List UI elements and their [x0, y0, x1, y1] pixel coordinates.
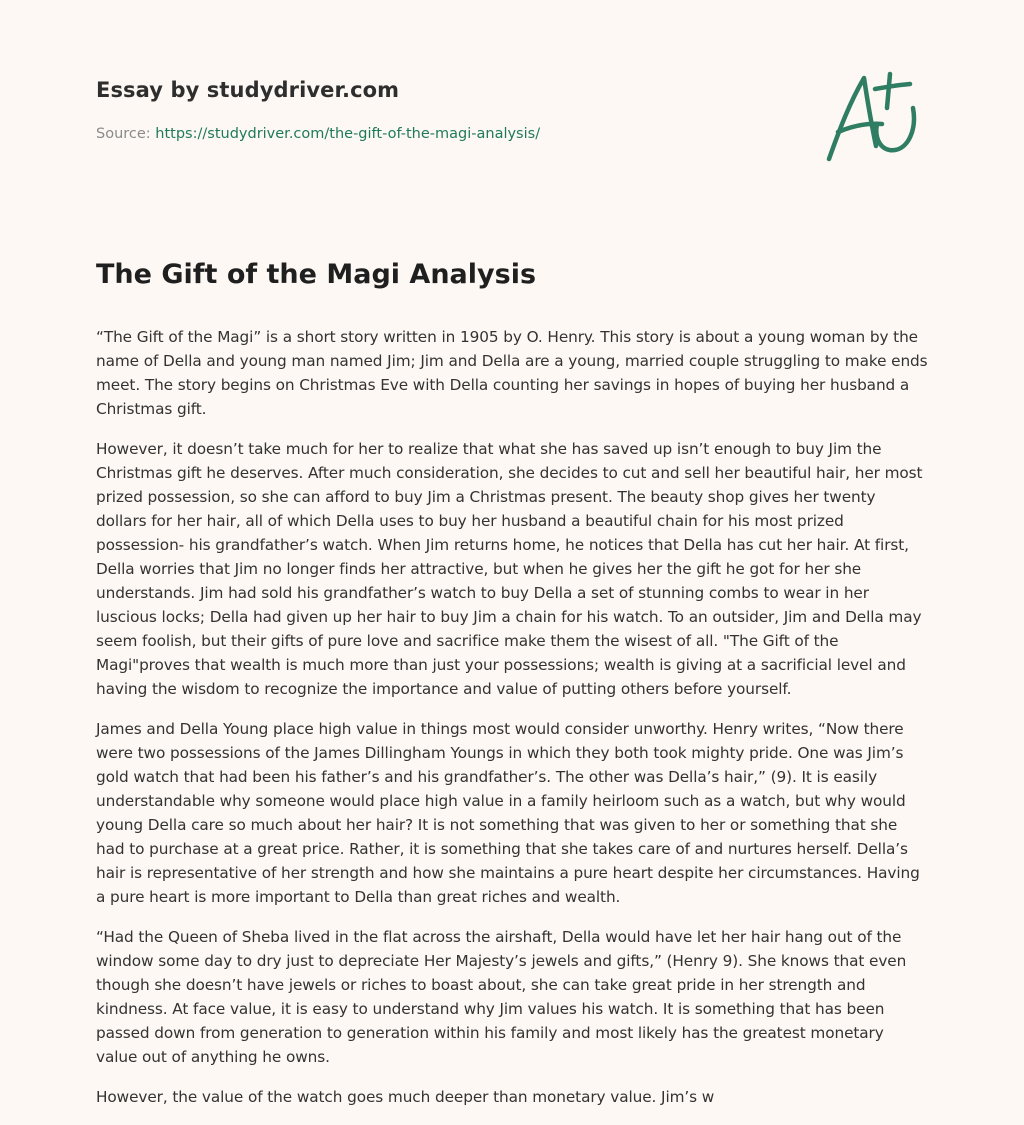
- essay-paragraph-4: “Had the Queen of Sheba lived in the flat across the airshaft, Della would have let her hair hang out of the window some day to dry just to depreciate Her Majesty’s jewels and gifts,” (Henry 9). She knows that even though she doesn’t have jewels or riches to boast about, she can take great pride in her strength and kindness. At face value, it is easy to understand why Jim values his watch. It is something that has been passed down from generation to generation within his family and most likely has the greatest monetary value out of anything he owns.: [96, 928, 907, 1066]
- essay-paragraph-1: “The Gift of the Magi” is a short story written in 1905 by O. Henry. This story is about a young woman by the name of Della and young man named Jim; Jim and Della are a young, married couple struggling to make ends meet. The story begins on Christmas Eve with Della counting her savings in hopes of buying her husband a Christmas gift.: [96, 328, 928, 418]
- logo-swoosh: [876, 108, 914, 150]
- a-plus-logo-icon: [820, 66, 930, 166]
- essay-content: [96, 250, 928, 1125]
- logo-plus-horizontal: [875, 84, 910, 89]
- essay-header: [96, 76, 736, 144]
- essay-paragraph-3: James and Della Young place high value in things most would consider unworthy. Henry writes, “Now there were two possessions of the James Dillingham Youngs in which they both took mighty pride. One was Jim’s gold watch that had been his father’s and his grandfather’s. The other was Della’s hair,” (9). It is easily understandable why someone would place high value in a family heirloom such as a watch, but why would young Della care so much about her hair? It is not something that was given to her or something that she had to purchase at a great price. Rather, it is something that she takes care of and nurtures herself. Della’s hair is representative of her strength and how she maintains a pure heart despite her circumstances. Having a pure heart is more important to Della than great riches and wealth.: [96, 720, 920, 906]
- source-link[interactable]: https://studydriver.com/the-gift-of-the-magi-analysis/: [155, 126, 541, 142]
- source-label: Source:: [96, 126, 151, 142]
- logo-plus-vertical: [887, 74, 890, 108]
- essay-title: The Gift of the Magi Analysis: [96, 259, 537, 290]
- source-line: [96, 124, 736, 144]
- logo-a-strokes: [829, 78, 876, 159]
- essay-paragraph-5: However, the value of the watch goes much deeper than monetary value. Jim’s w: [96, 1088, 715, 1106]
- site-title: Essay by studydriver.com: [96, 78, 400, 102]
- essay-paragraph-2: However, it doesn’t take much for her to realize that what she has saved up isn’t enough to buy Jim the Christmas gift he deserves. After much consideration, she decides to cut and sell her beautiful hair, her most prized possession, so she can afford to buy Jim a Christmas present. The beauty shop gives her twenty dollars for her hair, all of which Della uses to buy her husband a beautiful chain for his most prized possession- his grandfather’s watch. When Jim returns home, he notices that Della has cut her hair. At first, Della worries that Jim no longer finds her attractive, but when he gives her the gift he got for her she understands. Jim had sold his grandfather’s watch to buy Della a set of stunning combs to wear in her luscious locks; Della had given up her hair to buy Jim a chain for his watch. To an outsider, Jim and Della may seem foolish, but their gifts of pure love and sacrifice make them the wisest of all. "The Gift of the Magi"proves that wealth is much more than just your possessions; wealth is giving at a sacrificial level and having the wisdom to recognize the importance and value of putting others before yourself.: [96, 440, 923, 698]
- a-plus-logo-svg: [820, 66, 930, 166]
